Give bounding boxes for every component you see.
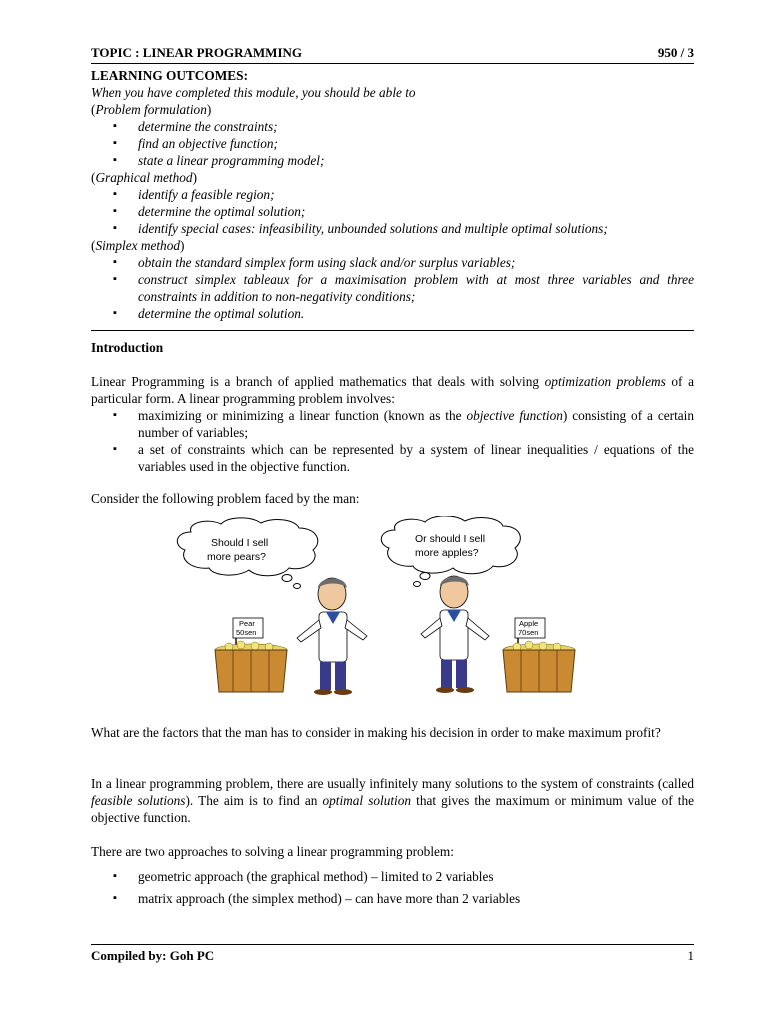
header-rule [91,63,694,64]
list-item: ▪ identify a feasible region; [91,186,694,203]
learning-outcomes [91,67,694,322]
group-label-graphical-method: (Graphical method) [91,170,198,185]
outcomes-intro: When you have completed this module, you should be able to [91,85,416,100]
introduction-heading: Introduction [91,340,164,355]
list-item: ▪ determine the optimal solution; [91,203,694,220]
list-item: ▪ determine the optimal solution. [91,305,694,322]
list-item: ▪ construct simplex tableaux for a maximisation problem with at most three variables and three constraints in addition to non-negativity conditions; [91,271,694,305]
pear-sign-line-2: 50sen [236,628,257,637]
page-number: 1 [687,948,694,963]
footer-compiled-by: Compiled by: Goh PC [91,948,215,963]
feasible-solutions-paragraph: In a linear programming problem, there are usually infinitely many solutions to the system of constraints (called feasible solutions). The aim is to find an optimal solution that gives the maximum or minimum value of the objective function. [91,776,694,825]
list-item: ▪ maximizing or minimizing a linear function (known as the objective function) consisting of a certain number of variables; [91,407,694,441]
introduction-paragraph: Linear Programming is a branch of applied mathematics that deals with solving optimization problems of a particular form. A linear programming problem involves: [91,374,694,406]
man-left [297,578,367,695]
introduction-body [91,373,694,475]
apple-sign-line-1: Apple [519,619,539,628]
outcomes-title: LEARNING OUTCOMES: [91,68,248,83]
footer-rule [91,944,694,945]
factors-question: What are the factors that the man has to consider in making his decision in order to make maximum profit? [91,725,661,740]
approaches-list [91,868,694,907]
group-label-problem-formulation: (Problem formulation) [91,102,212,117]
list-item: ▪ determine the constraints; [91,118,694,135]
approaches-intro: There are two approaches to solving a linear programming problem: [91,844,454,859]
pear-sign-line-1: Pear [239,619,255,628]
list-item: ▪ state a linear programming model; [91,152,694,169]
introduction-list [91,407,694,475]
list-item: ▪ matrix approach (the simplex method) – can have more than 2 variables [91,890,694,907]
cartoon-figure [169,516,629,701]
apple-sign-line-2: 70sen [518,628,539,637]
list-item: ▪ geometric approach (the graphical method) – limited to 2 variables [91,868,694,885]
pear-crate [215,618,287,692]
page-footer [91,947,694,965]
list-item: ▪ obtain the standard simplex form using slack and/or surplus variables; [91,254,694,271]
consider-text: Consider the following problem faced by the man: [91,491,360,506]
man-right [421,576,489,693]
group-label-simplex-method: (Simplex method) [91,238,185,253]
bubble-right-line-2: more apples? [415,547,479,559]
group-list-simplex-method [91,254,694,322]
bubble-left-line-1: Should I sell [211,537,269,549]
bubble-left-line-2: more pears? [207,551,266,563]
list-item: ▪ a set of constraints which can be represented by a system of linear inequalities / equations of the variables used in the objective function. [91,441,694,475]
bubble-right-line-1: Or should I sell [415,533,486,545]
group-list-problem-formulation [91,118,694,169]
group-list-graphical-method [91,186,694,237]
list-item: ▪ identify special cases: infeasibility, unbounded solutions and multiple optimal solutions; [91,220,694,237]
list-item: ▪ find an objective function; [91,135,694,152]
approaches-section [91,843,694,912]
header-code: 950 / 3 [657,45,694,60]
page-header [91,44,694,62]
header-topic: TOPIC : LINEAR PROGRAMMING [91,45,303,60]
apple-crate [503,618,575,692]
cartoon-illustration [169,516,629,701]
section-rule [91,330,694,331]
